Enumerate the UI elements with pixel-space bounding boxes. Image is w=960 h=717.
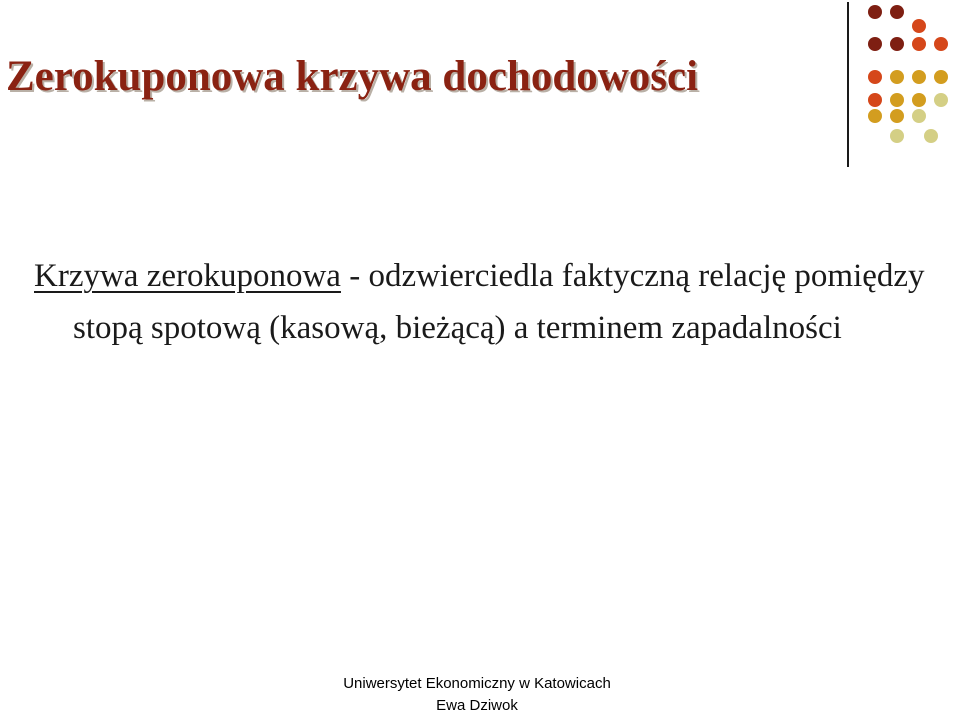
- footer-institution: Uniwersytet Ekonomiczny w Katowicach: [343, 675, 611, 692]
- dot-dark-red: [868, 5, 882, 19]
- definition-paragraph: [34, 250, 960, 354]
- dot-orange: [934, 37, 948, 51]
- dot-gold: [934, 70, 948, 84]
- dot-gold: [912, 70, 926, 84]
- slide-title: Zerokuponowa krzywa dochodowości: [6, 53, 699, 100]
- dot-gold: [868, 109, 882, 123]
- footer-author: Ewa Dziwok: [436, 697, 518, 714]
- footer: [0, 673, 954, 717]
- dot-grid-icon: [0, 0, 960, 160]
- dot-gold: [890, 70, 904, 84]
- dot-gold: [890, 109, 904, 123]
- dot-pale-olive: [890, 129, 904, 143]
- dot-pale-olive: [912, 109, 926, 123]
- dot-dark-red: [868, 37, 882, 51]
- defined-term: Krzywa zerokuponowa: [34, 258, 341, 294]
- dot-orange: [868, 70, 882, 84]
- dot-dark-red: [890, 37, 904, 51]
- dot-gold: [912, 93, 926, 107]
- definition-text: - odzwierciedla faktyczną relację pomiędzy stopą spotową (kasową, bieżącą) a terminem zapadalności: [73, 258, 925, 346]
- dot-orange: [912, 37, 926, 51]
- dot-pale-olive: [934, 93, 948, 107]
- dot-pale-olive: [924, 129, 938, 143]
- dot-orange: [868, 93, 882, 107]
- dot-dark-red: [890, 5, 904, 19]
- dot-orange: [912, 19, 926, 33]
- dot-gold: [890, 93, 904, 107]
